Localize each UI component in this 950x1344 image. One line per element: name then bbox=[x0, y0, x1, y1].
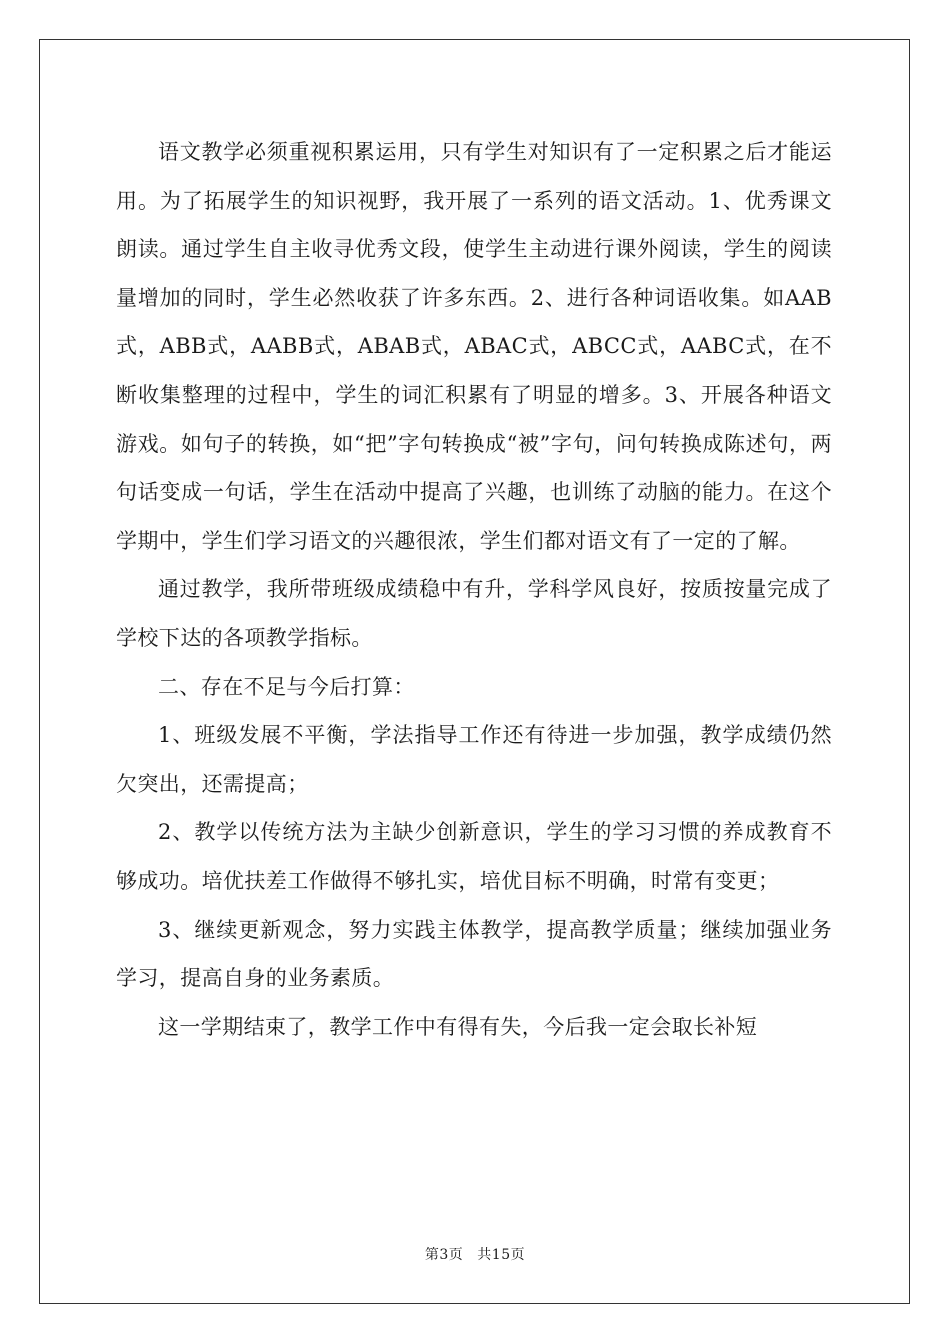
page-footer bbox=[0, 1244, 950, 1264]
page-total: 共15页 bbox=[477, 1247, 526, 1263]
paragraph-activities: 语文教学必须重视积累运用，只有学生对知识有了一定积累之后才能运用。为了拓展学生的知识视野，我开展了一系列的语文活动。1、优秀课文朗读。通过学生自主收寻优秀文段，使学生主动进行课外阅读，学生的阅读量增加的同时，学生必然收获了许多东西。2、进行各种词语收集。如AAB式，ABB式，AABB式，ABAB式，ABAC式，ABCC式，AABC式，在不断收集整理的过程中，学生的词汇积累有了明显的增多。3、开展各种语文游戏。如句子的转换，如“把”字句转换成“被”字句，问句转换成陈述句，两句话变成一句话，学生在活动中提高了兴趣，也训练了动脑的能力。在这个学期中，学生们学习语文的兴趣很浓，学生们都对语文有了一定的了解。 bbox=[116, 140, 832, 553]
page-number: 第3页 bbox=[424, 1247, 464, 1263]
paragraph-point-1: 1、班级发展不平衡，学法指导工作还有待进一步加强，教学成绩仍然欠突出，还需提高； bbox=[116, 723, 832, 796]
paragraph-closing: 这一学期结束了，教学工作中有得有失，今后我一定会取长补短 bbox=[158, 1014, 758, 1039]
paragraph-results: 通过教学，我所带班级成绩稳中有升，学科学风良好，按质按量完成了学校下达的各项教学指标。 bbox=[116, 577, 832, 650]
section-heading-shortcomings: 二、存在不足与今后打算： bbox=[158, 674, 415, 699]
paragraph-point-2: 2、教学以传统方法为主缺少创新意识，学生的学习习惯的养成教育不够成功。培优扶差工作做得不够扎实，培优目标不明确，时常有变更； bbox=[116, 820, 832, 893]
paragraph-point-3: 3、继续更新观念，努力实践主体教学，提高教学质量；继续加强业务学习，提高自身的业务素质。 bbox=[116, 917, 832, 991]
document-body bbox=[116, 128, 832, 1051]
